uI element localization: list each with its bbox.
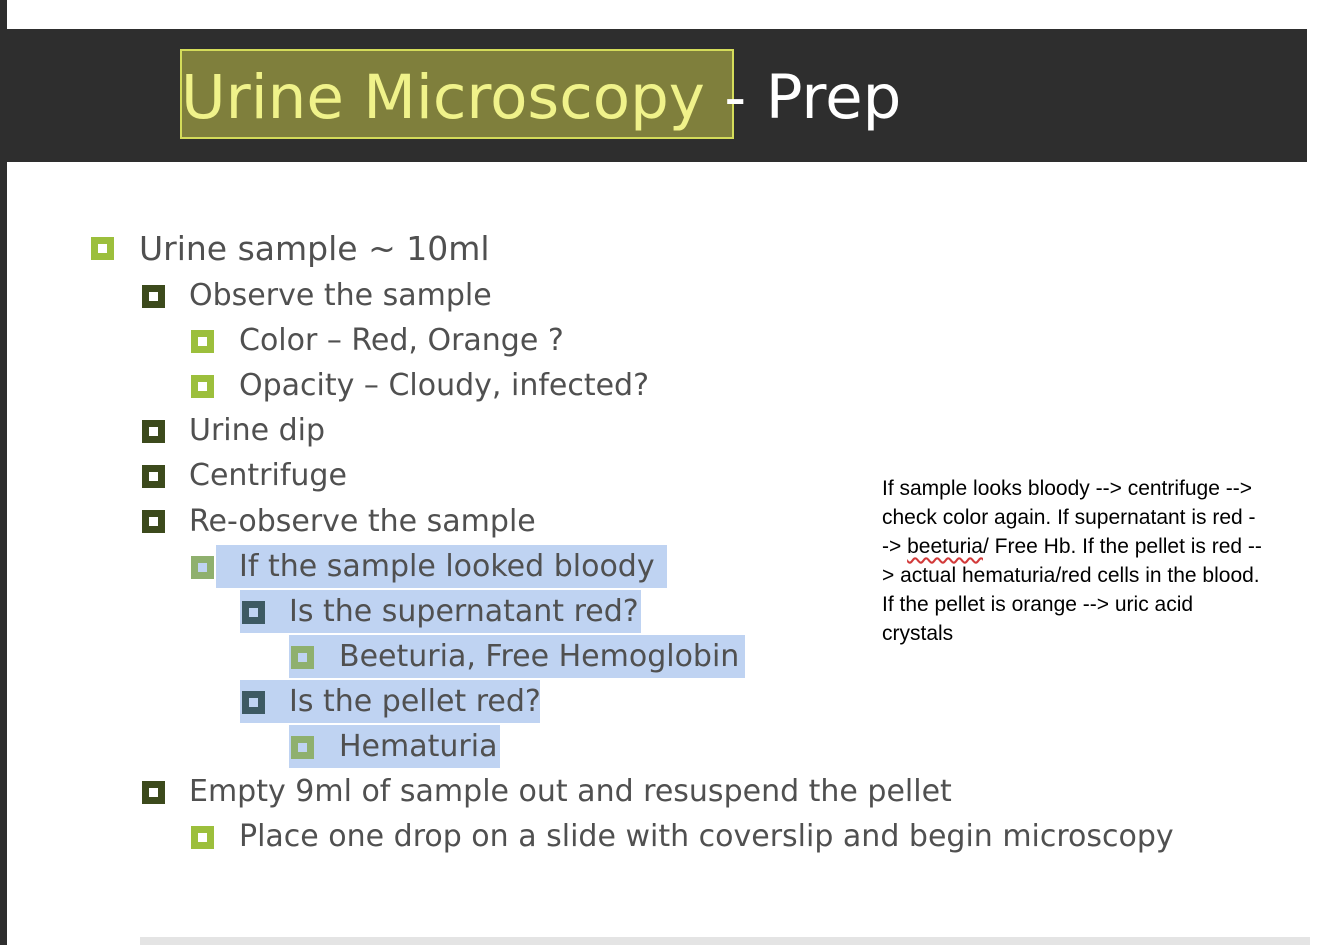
list-item-text: Color – Red, Orange ? bbox=[239, 323, 564, 358]
list-item[interactable] bbox=[239, 366, 649, 406]
list-item[interactable] bbox=[339, 637, 739, 677]
bullet-square-icon bbox=[191, 330, 214, 353]
note-text: / Free Hb. If the pellet is red --> actual hematuria/red cells in the blood. If the pellet is orange --> uric acid crystals bbox=[882, 535, 1262, 645]
list-item-text: Is the supernatant red? bbox=[289, 594, 639, 629]
list-item-text: Place one drop on a slide with coverslip and begin microscopy bbox=[239, 819, 1174, 854]
bullet-square-icon bbox=[191, 826, 214, 849]
title-rest-text: - Prep bbox=[704, 62, 902, 133]
list-item[interactable] bbox=[189, 772, 952, 812]
list-item-text: Hematuria bbox=[339, 729, 498, 764]
list-item-text: Urine dip bbox=[189, 413, 326, 448]
list-item[interactable] bbox=[189, 456, 347, 496]
list-item[interactable] bbox=[189, 502, 536, 542]
list-item-text: Is the pellet red? bbox=[289, 684, 541, 719]
bullet-square-icon bbox=[191, 375, 214, 398]
list-item-text: Opacity – Cloudy, infected? bbox=[239, 368, 650, 403]
bullet-square-icon bbox=[142, 510, 165, 533]
list-item-text: Observe the sample bbox=[189, 278, 492, 313]
list-item[interactable] bbox=[289, 682, 541, 722]
list-item-text: Empty 9ml of sample out and resuspend the pellet bbox=[189, 774, 952, 809]
bullet-square-icon bbox=[91, 237, 114, 260]
page-left-edge bbox=[0, 0, 7, 945]
list-item[interactable] bbox=[239, 547, 655, 587]
title-highlight-text: Urine Microscopy bbox=[181, 62, 705, 133]
bullet-square-icon bbox=[142, 781, 165, 804]
bullet-square-icon bbox=[142, 420, 165, 443]
list-item-text: Urine sample ~ 10ml bbox=[139, 229, 490, 268]
list-item[interactable] bbox=[239, 817, 1174, 857]
list-item-text: Re-observe the sample bbox=[189, 504, 536, 539]
list-item-text: If the sample looked bloody bbox=[239, 549, 655, 584]
list-item[interactable] bbox=[289, 592, 639, 632]
note-text: If sample looks bloody --> centrifuge --> check color again. If supernatant is red --> bbox=[882, 477, 1256, 558]
bullet-square-icon bbox=[142, 465, 165, 488]
note-misspelled-word: beeturia bbox=[907, 535, 983, 558]
list-item[interactable] bbox=[189, 411, 325, 451]
bullet-square-icon bbox=[291, 646, 314, 669]
bullet-square-icon bbox=[242, 691, 265, 714]
bullet-square-icon bbox=[291, 736, 314, 759]
bullet-square-icon bbox=[242, 601, 265, 624]
list-item[interactable] bbox=[239, 321, 564, 361]
list-item[interactable] bbox=[189, 276, 492, 316]
next-slide-edge bbox=[140, 937, 1310, 945]
list-item[interactable] bbox=[139, 229, 490, 269]
speaker-note-textbox[interactable] bbox=[882, 474, 1262, 648]
bullet-square-icon bbox=[191, 556, 214, 579]
list-item-text: Beeturia, Free Hemoglobin bbox=[339, 639, 740, 674]
list-item-text: Centrifuge bbox=[189, 458, 347, 493]
bullet-square-icon bbox=[142, 285, 165, 308]
slide-title[interactable] bbox=[181, 58, 901, 138]
list-item[interactable] bbox=[339, 727, 497, 767]
